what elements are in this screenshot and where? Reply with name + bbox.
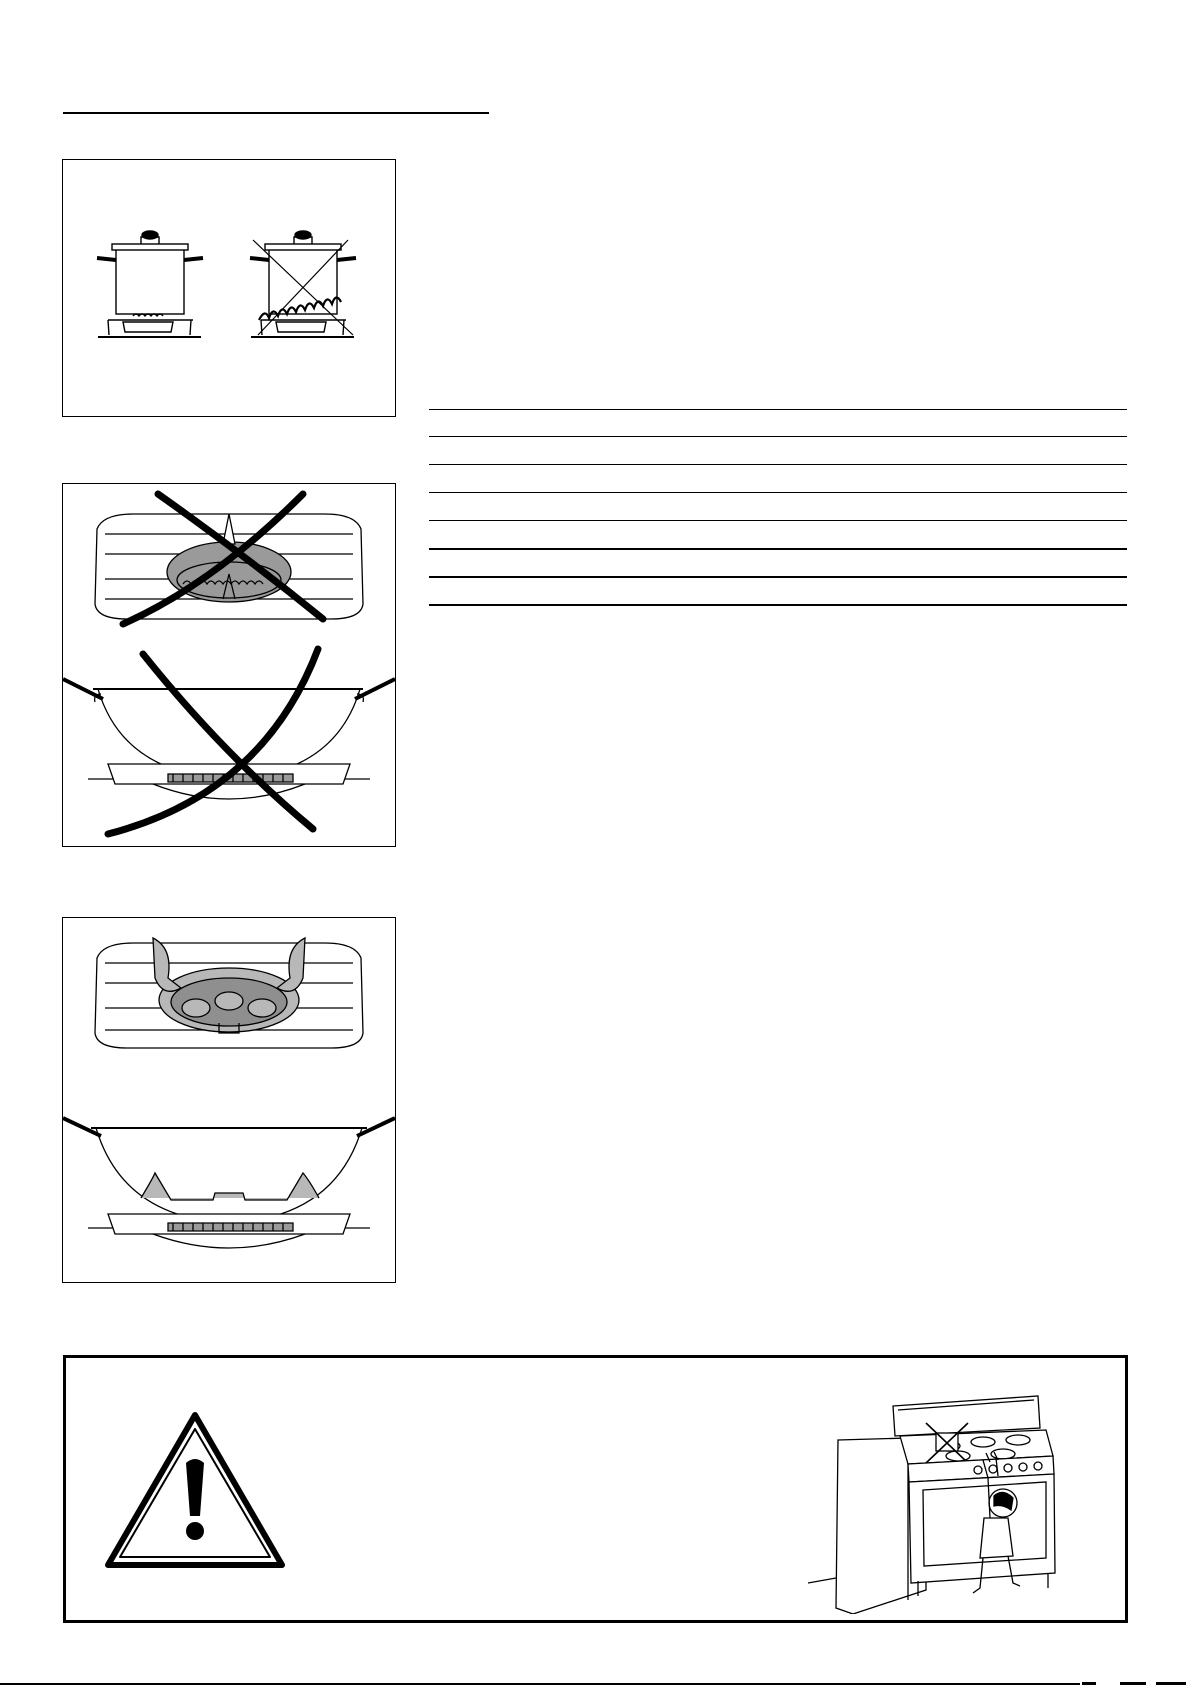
table-rule-8: [429, 604, 1127, 606]
table-rule-5: [429, 520, 1127, 521]
figure-wok-right: [62, 917, 396, 1283]
pot-correct-and-wrong-flame-icon: [63, 160, 395, 416]
warning-triangle-icon: [104, 1411, 286, 1569]
header-rule: [63, 112, 489, 114]
figure-pot-flame: [62, 159, 396, 417]
wok-without-support-crossed-icon: [63, 484, 395, 846]
wok-with-support-ring-icon: [63, 918, 395, 1282]
table-rule-2: [429, 436, 1127, 437]
footer-marks: [1080, 1680, 1190, 1685]
table-rule-7: [429, 576, 1127, 578]
table-rule-6: [429, 548, 1127, 550]
table-rule-1: [429, 409, 1127, 410]
table-rule-3: [429, 464, 1127, 465]
figure-wok-wrong: [62, 483, 396, 847]
child-reaching-cooker-icon: [808, 1378, 1068, 1614]
warning-box: [63, 1355, 1128, 1623]
footer-rule: [0, 1683, 1080, 1685]
table-rule-4: [429, 492, 1127, 493]
